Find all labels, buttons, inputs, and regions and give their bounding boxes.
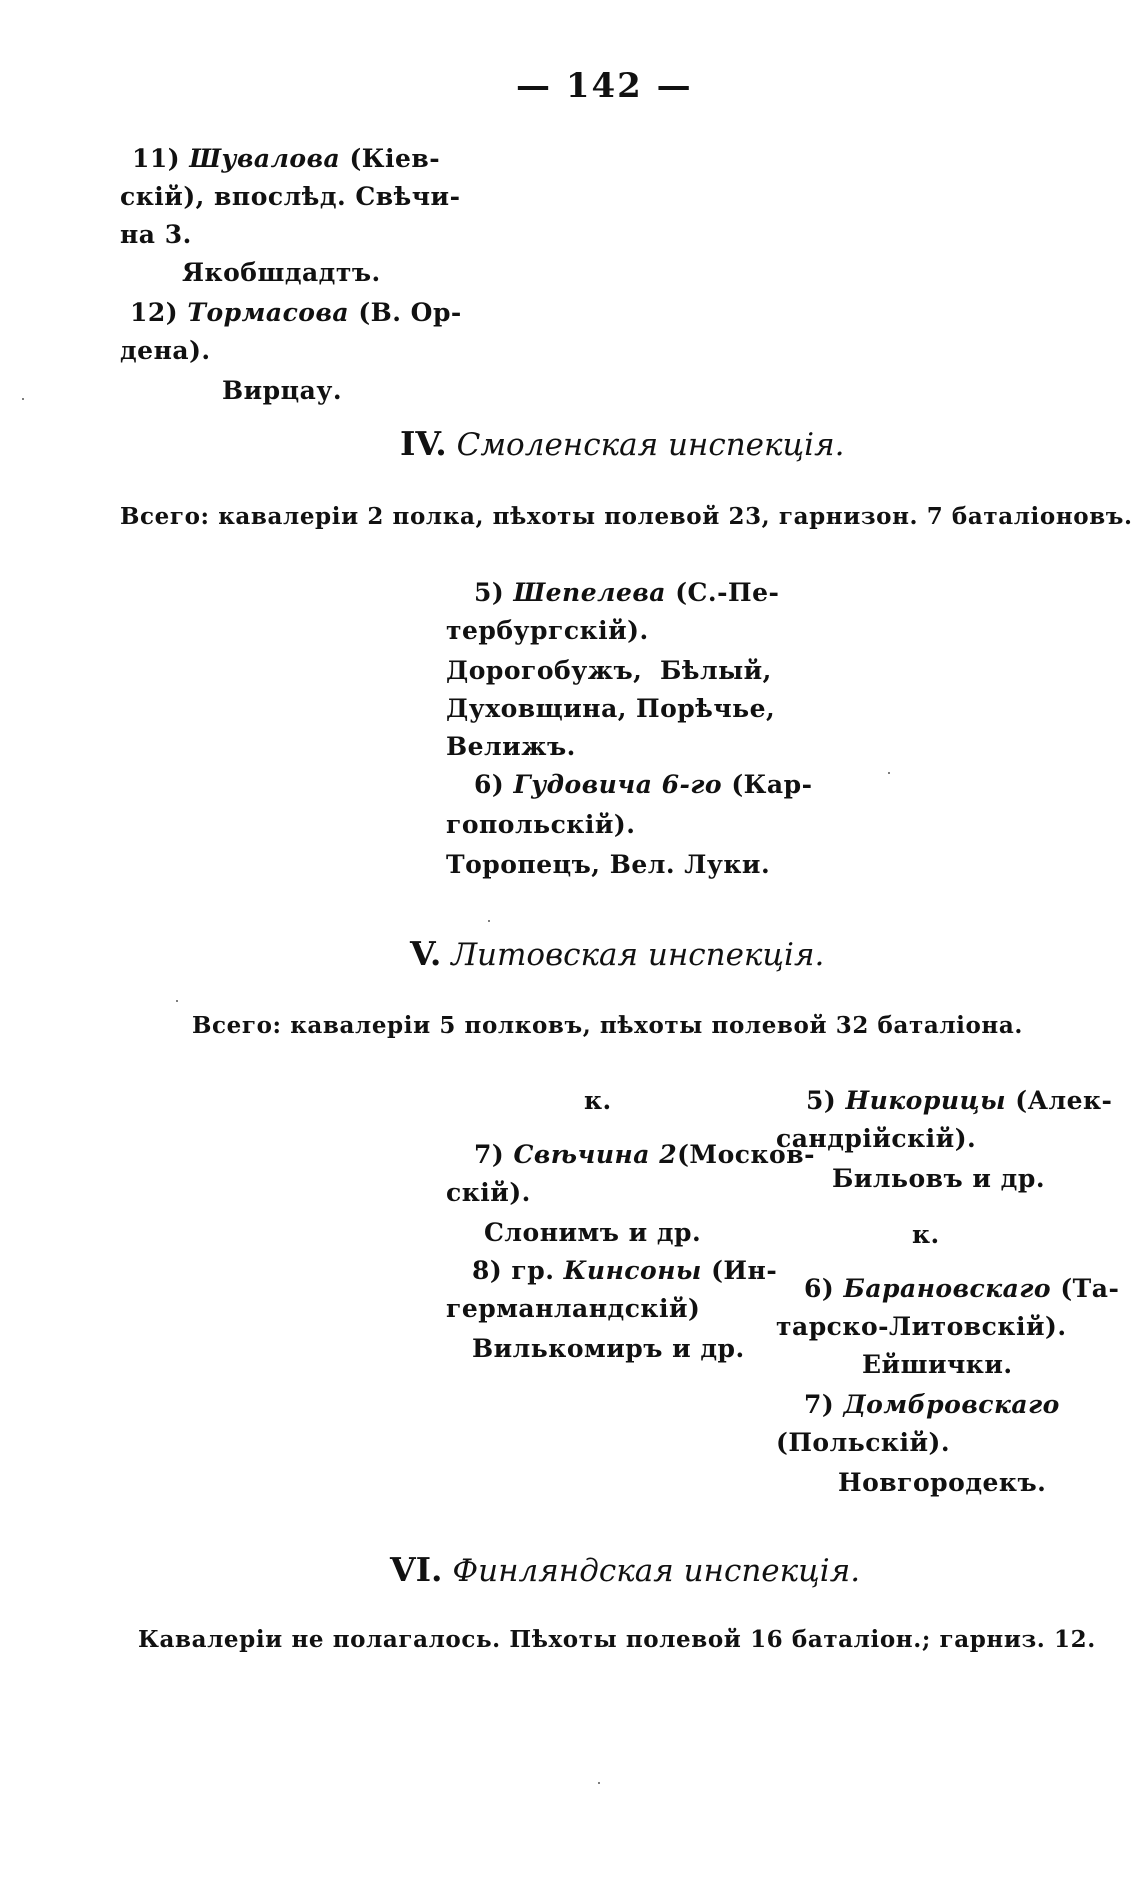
- entry-number: 7): [804, 1390, 835, 1419]
- entry-text: (Ин-: [711, 1256, 778, 1285]
- entry-line: [474, 574, 779, 611]
- section-totals: Кавалерiи не полагалось. Пѣхоты полевой 16 баталiон.; гарниз. 12.: [138, 1626, 1096, 1653]
- entry-line: [472, 1252, 777, 1289]
- scan-speck: [888, 772, 890, 774]
- entry-line: на 3.: [120, 220, 192, 249]
- commander-name: Барановскаго: [843, 1274, 1052, 1303]
- entry-line: гопольскiй).: [446, 810, 636, 839]
- commander-name: Свѣчина 2: [513, 1140, 678, 1169]
- entry-number: 6): [804, 1274, 835, 1303]
- entry-number: 11): [132, 144, 181, 173]
- entry-line: тербургскiй).: [446, 616, 649, 645]
- entry-line: тарско-Литовскiй).: [776, 1312, 1067, 1341]
- entry-text: (В. Ор-: [358, 298, 462, 327]
- entry-line: [804, 1270, 1119, 1307]
- column-mark: к.: [584, 1086, 612, 1115]
- entry-text: (Та-: [1060, 1274, 1120, 1303]
- entry-number: 7): [474, 1140, 505, 1169]
- place-name: Вирцау.: [222, 376, 343, 405]
- scan-speck: [598, 1782, 600, 1784]
- entry-line: [806, 1082, 1112, 1119]
- place-name: Якобшдадтъ.: [182, 258, 381, 287]
- place-name: Духовщина,: [446, 694, 627, 723]
- entry-line: [474, 1136, 815, 1173]
- place-name: Слонимъ и др.: [484, 1218, 702, 1247]
- entry-line: [132, 140, 440, 177]
- place-name: Ейшички.: [862, 1350, 1013, 1379]
- section-heading: [390, 1550, 860, 1589]
- commander-name: Тормасова: [187, 298, 350, 327]
- scan-speck: [22, 398, 24, 400]
- entry-line: сандрiйскiй).: [776, 1124, 977, 1153]
- section-heading: [410, 934, 824, 973]
- entry-number: 8) гр.: [472, 1256, 555, 1285]
- commander-name: Гудовича 6-го: [513, 770, 723, 799]
- scan-speck: [176, 1000, 178, 1002]
- section-totals: Всего: кавалерiи 5 полковъ, пѣхоты полевой 32 баталiона.: [192, 1012, 1023, 1039]
- page-number: — 142 —: [516, 66, 693, 106]
- entry-line: [130, 294, 462, 331]
- place-name: Бильовъ и др.: [832, 1164, 1046, 1193]
- entry-number: 6): [474, 770, 505, 799]
- place-name: Новгородекъ.: [838, 1468, 1047, 1497]
- entry-number: 5): [474, 578, 505, 607]
- section-heading: [400, 424, 844, 463]
- place-name: Порѣчье,: [636, 694, 776, 723]
- entry-number: 12): [130, 298, 179, 327]
- entry-text: (Алек-: [1015, 1086, 1113, 1115]
- entry-line: [804, 1386, 1060, 1423]
- place-name: Велижъ.: [446, 732, 576, 761]
- section-number: IV.: [400, 424, 447, 463]
- entry-line: дена).: [120, 336, 211, 365]
- commander-name: Шувалова: [189, 144, 341, 173]
- entry-line: [474, 766, 812, 803]
- entry-text: (Москов-: [677, 1140, 815, 1169]
- section-title: Литовская инспекцiя.: [451, 937, 825, 973]
- section-totals: Всего: кавалерiи 2 полка, пѣхоты полевой 23, гарнизон. 7 баталiоновъ.: [120, 503, 1133, 530]
- place-name: Бѣлый,: [660, 656, 772, 685]
- place-name: Вилькомиръ и др.: [472, 1334, 745, 1363]
- commander-name: Кинсоны: [563, 1256, 702, 1285]
- entry-line: скiй).: [446, 1178, 531, 1207]
- section-number: V.: [410, 934, 442, 973]
- entry-text: (Кар-: [731, 770, 813, 799]
- section-number: VI.: [390, 1550, 443, 1589]
- entry-text: (Кiев-: [349, 144, 441, 173]
- entry-line: германландскiй): [446, 1294, 701, 1323]
- place-name: Торопецъ, Вел. Луки.: [446, 850, 771, 879]
- commander-name: Шепелева: [513, 578, 666, 607]
- commander-name: Домбровскаго: [843, 1390, 1060, 1419]
- entry-line: скiй), впослѣд. Свѣчи-: [120, 182, 461, 211]
- column-mark: к.: [912, 1220, 940, 1249]
- entry-text: (С.-Пе-: [675, 578, 780, 607]
- commander-name: Никорицы: [845, 1086, 1007, 1115]
- scan-speck: [488, 920, 490, 922]
- section-title: Смоленская инспекцiя.: [456, 427, 845, 463]
- entry-line: (Польскiй).: [776, 1428, 951, 1457]
- entry-number: 5): [806, 1086, 837, 1115]
- place-name: Дорогобужъ,: [446, 656, 643, 685]
- section-title: Финляндская инспекцiя.: [452, 1553, 861, 1589]
